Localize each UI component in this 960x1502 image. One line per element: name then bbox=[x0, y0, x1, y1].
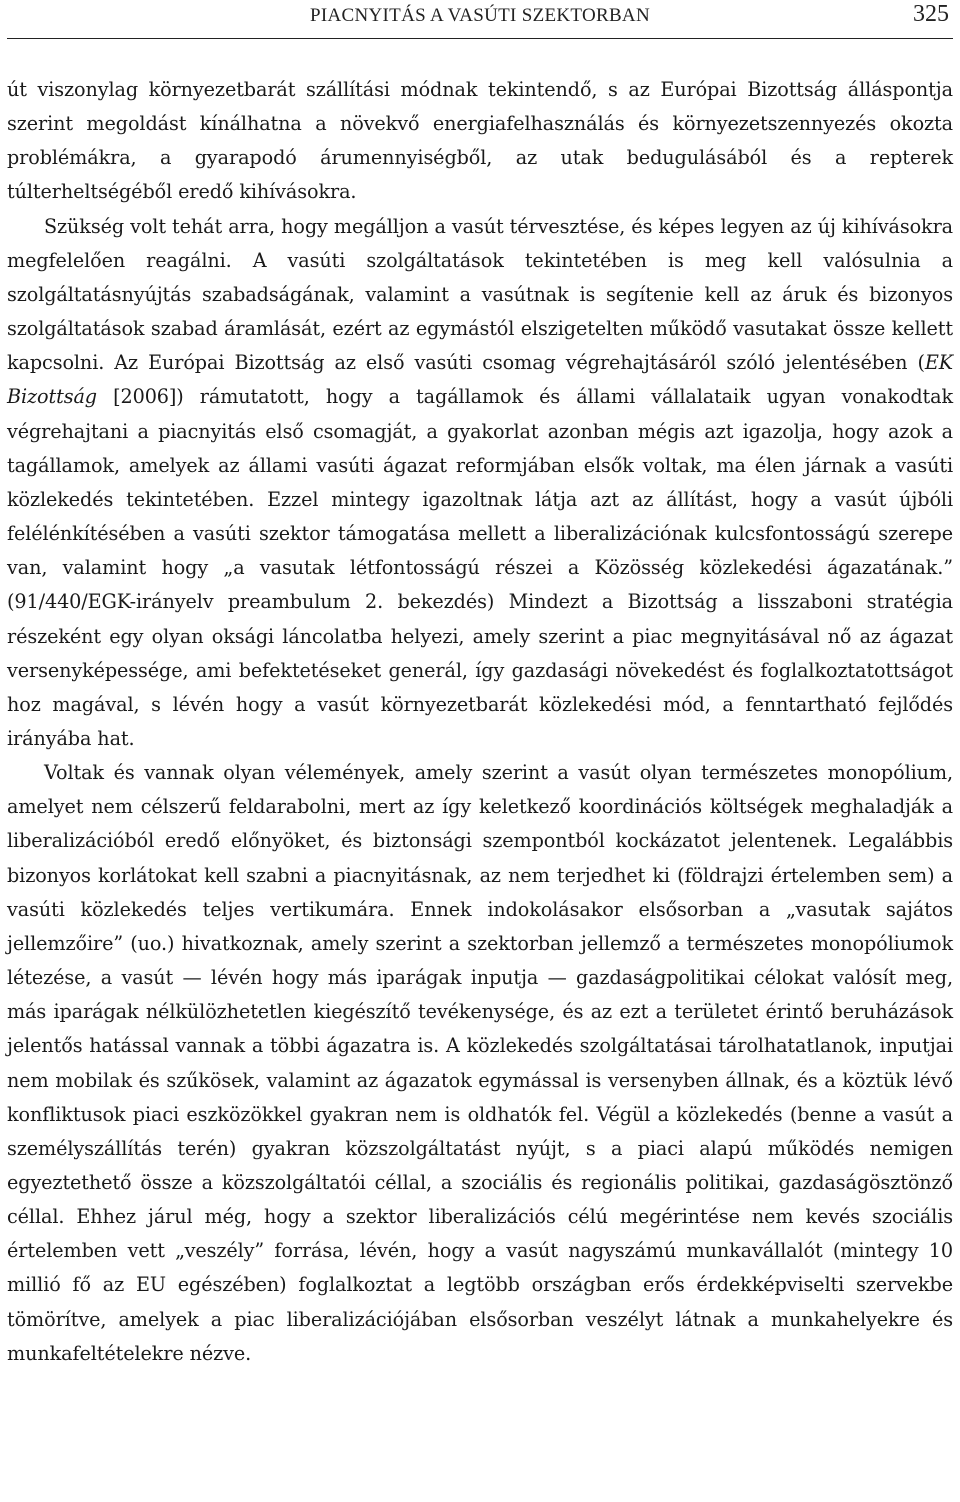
paragraph-2-text-b: [2006]) rámutatott, hogy a tagállamok és állami vállalataik ugyan vonakodtak végrehajtani a piacnyitás első csomagját, a gyakorlat azonban mégis azt igazolja, hogy azok a tagállamok, amelyek az állami vasúti ágazat reformjában elsők voltak, ma élen járnak a vasúti közlekedés tekintetében. Ezzel mintegy igazoltnak látja azt az állítást, hogy a vasút újbóli felélénkítésében a vasúti szektor támogatása mellett a liberalizációnak kulcsfontosságú szerepe van, valamint hogy „a vasutak létfontosságú részei a Közösség közlekedési ágazatának.” (91/440/EGK-irányelv preambulum 2. bekezdés) Mindezt a Bizottság a lisszaboni stratégia részeként egy olyan oksági láncolatba helyezi, amely szerint a piac megnyitásával nő az ágazat versenyképessége, ami befektetéseket generál, így gazdasági növekedést és foglalkoztatottságot hoz magával, s lévén hogy a vasút környezetbarát közlekedési mód, a fenntartható fejlődés irányába hat. bbox=[7, 385, 953, 750]
page-number: 325 bbox=[913, 1, 949, 27]
running-header bbox=[7, 0, 953, 39]
citation-emphasis: EK Bizottság bbox=[7, 351, 953, 409]
body-text bbox=[7, 73, 953, 1371]
paragraph-3: Voltak és vannak olyan vélemények, amely szerint a vasút olyan természetes monopólium, amelyet nem célszerű feldarabolni, mert az így keletkező koordinációs költségek meghaladják a liberalizációból eredő előnyöket, és biztonsági szempontból kockázatot jelentenek. Legalábbis bizonyos korlátokat kell szabni a piacnyitásnak, az nem terjedhet ki (földrajzi értelemben sem) a vasúti közlekedés teljes vertikumára. Ennek indokolásakor elsősorban a „vasutak sajátos jellemzőire” (uo.) hivatkoznak, amely szerint a szektorban jellemző a természetes monopóliumok létezése, a vasút — lévén hogy más iparágak inputja — gazdaságpolitikai célokat valósít meg, más iparágak nélkülözhetetlen kiegészítő tevékenysége, és az ezt a területet érintő beruházások jelentős hatással vannak a többi ágazatra is. A közlekedés szolgáltatásai tárolhatatlanok, inputjai nem mobilak és szűkösek, valamint az ágazatok egymással is versenyben állnak, és a köztük lévő konfliktusok piaci eszközökkel gyakran nem is oldhatók fel. Végül a közlekedés (benne a vasút a személyszállítás terén) gyakran közszolgáltatást nyújt, s a piaci alapú működés nemigen egyeztethető össze a közszolgáltatói céllal, a szociális és regionális politikai, gazdaságösztönző céllal. Ehhez járul még, hogy a szektor liberalizációs célú megérintése nem kevés szociális értelemben vett „veszély” forrása, lévén, hogy a vasút nagyszámú munkavállalót (mintegy 10 millió fő az EU egészében) foglalkoztat a legtöbb országban erős érdekképviselti szervekbe tömörítve, amelyek a piac liberalizációjában elsősorban veszélyt látnak a munkahelyekre és munkafeltételekre nézve. bbox=[7, 761, 953, 1365]
paragraph-1: út viszonylag környezetbarát szállítási módnak tekintendő, s az Európai Bizottság álláspontja szerint megoldást kínálhatna a növekvő energiafelhasználás és környezetszennyezés okozta problémákra, a gyarapodó árumennyiségből, az utak bedugulásából és a repterek túlterheltségéből eredő kihívásokra. bbox=[7, 78, 953, 204]
paragraph-2-text-a: Szükség volt tehát arra, hogy megálljon a vasút térvesztése, és képes legyen az új kihívásokra megfelelően reagálni. A vasúti szolgáltatások tekintetében is meg kell valósulnia a szolgáltatásnyújtás szabadságának, valamint a vasútnak is segítenie kell az áruk és bizonyos szolgáltatások szabad áramlását, ezért az egymástól elszigetelten működő vasutakat össze kellett kapcsolni. Az Európai Bizottság az első vasúti csomag végrehajtásáról szóló jelentésében ( bbox=[7, 214, 953, 375]
running-title: PIACNYITÁS A VASÚTI SZEKTORBAN bbox=[310, 5, 650, 26]
paragraph-2 bbox=[7, 210, 953, 757]
